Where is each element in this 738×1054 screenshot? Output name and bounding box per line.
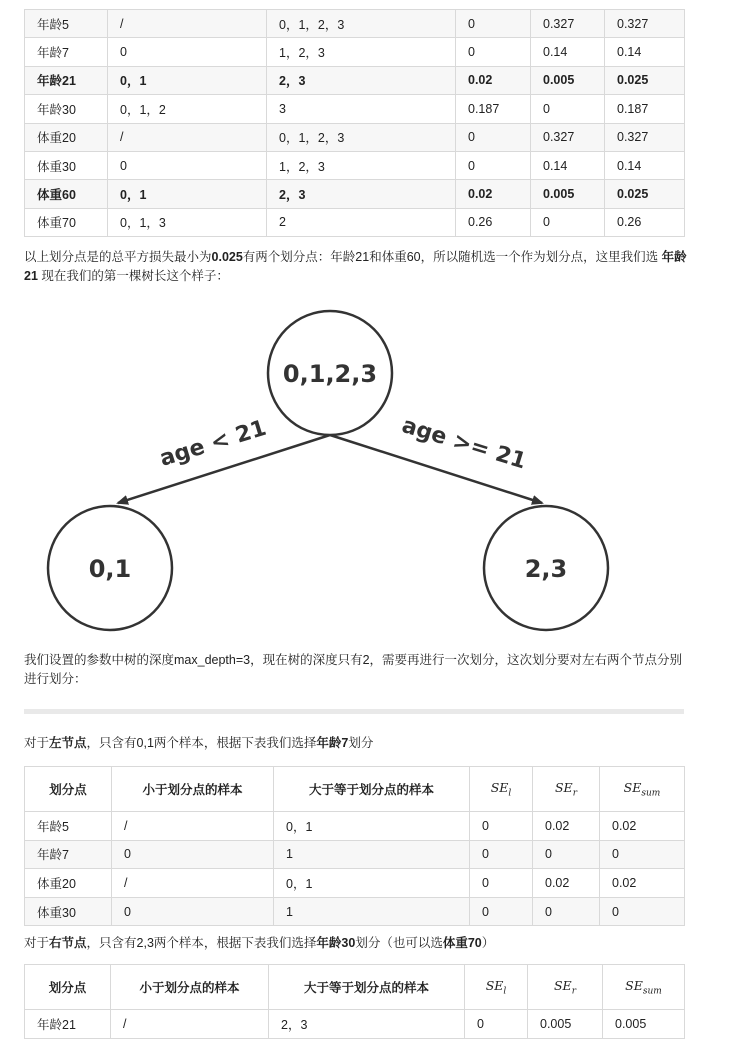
cell-sesum: 0 (600, 840, 685, 869)
cell-sesum: 0.02 (600, 869, 685, 898)
text-segment: ，只含有0,1两个样本，根据下表我们选择 (86, 736, 317, 750)
cell-ser: 0.005 (531, 66, 605, 94)
header-split: 划分点 (25, 767, 112, 812)
cell-left: 0，1，3 (108, 208, 267, 236)
cell-split: 年龄7 (25, 38, 108, 66)
right-node-label: 2,3 (524, 555, 568, 583)
cell-sel: 0.26 (456, 208, 531, 236)
right-edge-label: age >= 21 (398, 413, 529, 475)
cell-sesum: 0.327 (605, 123, 685, 151)
table-3-body (25, 1010, 685, 1039)
cell-left: 0 (112, 840, 274, 869)
cell-sel: 0 (456, 151, 531, 179)
root-node-label: 0,1,2,3 (282, 360, 378, 388)
cell-sesum: 0.26 (605, 208, 685, 236)
header-split: 划分点 (25, 965, 111, 1010)
cell-right: 1，2，3 (267, 151, 456, 179)
cell-sesum: 0.187 (605, 95, 685, 123)
cell-right: 0，1 (274, 812, 470, 841)
cell-left: / (112, 812, 274, 841)
cell-sesum: 0.327 (605, 10, 685, 38)
table-row (25, 812, 685, 841)
cell-sel: 0.02 (456, 66, 531, 94)
paragraph-right-node (24, 934, 688, 953)
bold-left-node: 左节点 (49, 736, 87, 750)
cell-left: 0，1 (108, 180, 267, 208)
left-node-split-table (24, 766, 685, 926)
cell-split: 体重20 (25, 869, 112, 898)
cell-sel: 0 (470, 812, 533, 841)
header-se-sum: $SE_{sum}$ (603, 965, 685, 1010)
cell-ser: 0 (531, 208, 605, 236)
text-segment: 我们设置的参数中树的深度max_depth=3，现在树的深度只有2，需要再进行一次划分，这次划分要对左右两个节点分别进行划分： (24, 653, 683, 686)
table-row (25, 208, 685, 236)
table-row (25, 180, 685, 208)
bold-left-split: 年龄7 (316, 736, 349, 750)
cell-ser: 0.005 (531, 180, 605, 208)
cell-split: 年龄5 (25, 812, 112, 841)
right-node-split-table (24, 964, 685, 1039)
cell-right: 2，3 (267, 66, 456, 94)
text-segment: ，只含有2,3两个样本，根据下表我们选择 (86, 936, 317, 950)
table-row (25, 95, 685, 123)
paragraph-left-node (24, 734, 688, 753)
cell-right: 0，1，2，3 (267, 123, 456, 151)
cell-ser: 0.005 (528, 1010, 603, 1039)
cell-split: 体重70 (25, 208, 108, 236)
cell-left: / (111, 1010, 269, 1039)
header-less: 小于划分点的样本 (112, 767, 274, 812)
cell-sel: 0 (470, 840, 533, 869)
cell-ser: 0.14 (531, 38, 605, 66)
cell-right: 0，1 (274, 869, 470, 898)
table-row (25, 123, 685, 151)
cell-ser: 0.14 (531, 151, 605, 179)
paragraph-depth-note (24, 651, 688, 689)
table-2-body (25, 812, 685, 926)
cell-sel: 0 (456, 10, 531, 38)
cell-split: 体重30 (25, 151, 108, 179)
header-geq: 大于等于划分点的样本 (269, 965, 465, 1010)
section-divider (24, 709, 684, 714)
cell-split: 年龄7 (25, 840, 112, 869)
table-row (25, 897, 685, 926)
cell-right: 0，1，2，3 (267, 10, 456, 38)
cell-sel: 0.187 (456, 95, 531, 123)
bold-right-alt-split: 体重70 (442, 936, 482, 950)
bold-right-node: 右节点 (49, 936, 87, 950)
cell-ser: 0.327 (531, 123, 605, 151)
cell-split: 年龄21 (25, 66, 108, 94)
cell-split: 体重20 (25, 123, 108, 151)
cell-ser: 0.327 (531, 10, 605, 38)
cell-right: 1 (274, 897, 470, 926)
table-row (25, 66, 685, 94)
text-segment: 以上划分点是的总平方损失最小为 (24, 250, 212, 264)
paragraph-root-split (24, 248, 688, 286)
cell-sel: 0.02 (456, 180, 531, 208)
cell-left: / (112, 869, 274, 898)
table-1-body (25, 10, 685, 237)
cell-left: / (108, 10, 267, 38)
table-row (25, 151, 685, 179)
bold-min-loss: 0.025 (211, 250, 243, 264)
decision-tree-diagram (30, 298, 630, 638)
cell-left: 0，1，2 (108, 95, 267, 123)
cell-sesum: 0.005 (603, 1010, 685, 1039)
cell-ser: 0 (531, 95, 605, 123)
cell-sel: 0 (456, 38, 531, 66)
cell-sel: 0 (470, 897, 533, 926)
header-se-r: $SE_r$ (533, 767, 600, 812)
bold-chosen-split: 年龄21 (24, 250, 687, 283)
header-less: 小于划分点的样本 (111, 965, 269, 1010)
cell-sel: 0 (456, 123, 531, 151)
cell-ser: 0 (533, 897, 600, 926)
header-se-l: $SE_l$ (465, 965, 528, 1010)
cell-left: / (108, 123, 267, 151)
cell-right: 2，3 (269, 1010, 465, 1039)
cell-right: 2 (267, 208, 456, 236)
text-segment: 划分（也可以选 (355, 936, 443, 950)
cell-right: 2，3 (267, 180, 456, 208)
cell-split: 年龄5 (25, 10, 108, 38)
text-segment: 有两个划分点：年龄21和体重60，所以随机选一个作为划分点，这里我们选 (242, 250, 662, 264)
table-row (25, 10, 685, 38)
cell-split: 体重60 (25, 180, 108, 208)
cell-sesum: 0.025 (605, 66, 685, 94)
cell-sesum: 0.02 (600, 812, 685, 841)
header-se-r: $SE_r$ (528, 965, 603, 1010)
cell-sesum: 0 (600, 897, 685, 926)
cell-sesum: 0.14 (605, 151, 685, 179)
cell-split: 体重30 (25, 897, 112, 926)
cell-sesum: 0.14 (605, 38, 685, 66)
cell-ser: 0 (533, 840, 600, 869)
cell-left: 0 (108, 151, 267, 179)
cell-right: 3 (267, 95, 456, 123)
cell-sel: 0 (465, 1010, 528, 1039)
cell-ser: 0.02 (533, 869, 600, 898)
header-geq: 大于等于划分点的样本 (274, 767, 470, 812)
text-segment: 对于 (24, 736, 50, 750)
cell-sesum: 0.025 (605, 180, 685, 208)
table-row (25, 1010, 685, 1039)
header-se-sum: $SE_{sum}$ (600, 767, 685, 812)
left-node-label: 0,1 (88, 555, 132, 583)
text-segment: 对于 (24, 936, 50, 950)
text-segment: ） (481, 936, 495, 950)
cell-left: 0 (108, 38, 267, 66)
split-loss-table-1 (24, 9, 685, 237)
table-row (25, 38, 685, 66)
bold-right-split: 年龄30 (316, 936, 356, 950)
cell-ser: 0.02 (533, 812, 600, 841)
cell-left: 0，1 (108, 66, 267, 94)
table-row (25, 840, 685, 869)
header-se-l: $SE_l$ (470, 767, 533, 812)
cell-left: 0 (112, 897, 274, 926)
left-edge-label: age < 21 (156, 415, 270, 472)
text-segment: 现在我们的第一棵树长这个样子： (37, 269, 229, 283)
cell-right: 1 (274, 840, 470, 869)
cell-right: 1，2，3 (267, 38, 456, 66)
table-row (25, 869, 685, 898)
cell-split: 年龄30 (25, 95, 108, 123)
cell-sel: 0 (470, 869, 533, 898)
cell-split: 年龄21 (25, 1010, 111, 1039)
text-segment: 划分 (348, 736, 374, 750)
